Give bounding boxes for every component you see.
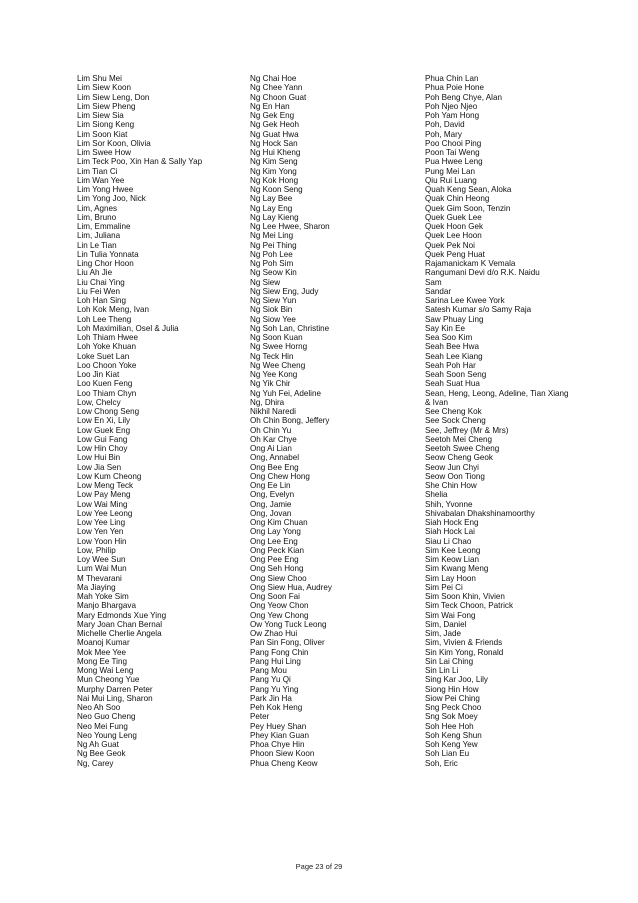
name-entry: Quek Pek Noi (425, 240, 475, 250)
name-entry: Ng Kim Seng (250, 157, 298, 167)
name-entry: Siau Li Chao (425, 536, 472, 546)
name-entry: Ng Pei Thing (250, 240, 297, 250)
name-entry: Pang Fong Chin (250, 647, 309, 657)
name-entry: Loo Choon Yoke (77, 360, 137, 370)
name-entry: Poh Njeo Njeo (425, 101, 478, 111)
name-entry: Ng Gek Heoh (250, 120, 300, 130)
name-entry: Low Gui Fang (77, 434, 128, 444)
name-entry: Soh Keng Yew (425, 740, 478, 749)
name-entry: Rajamanickam K Vemala (425, 259, 516, 268)
name-entry: Pang Yu Qi (250, 675, 291, 685)
name-entry: Sim, Vivien & Friends (425, 638, 503, 648)
name-entry: Loh Kok Meng, Ivan (77, 305, 149, 315)
name-entry: Low Yee Leong (77, 508, 133, 518)
name-entry: Loh Thiam Hwee (77, 333, 139, 342)
name-entry: Shih, Yvonne (425, 499, 473, 509)
name-entry: Seah Soon Seng (425, 370, 487, 379)
name-entry: Sim Pei Ci (425, 582, 463, 592)
name-entry: Liu Ah Jie (77, 268, 113, 278)
name-entry: Ong Yew Chong (250, 610, 309, 620)
name-entry: Ong Lee Eng (250, 536, 298, 546)
name-entry: Ng En Han (250, 101, 290, 111)
name-entry: Poh Beng Chye, Alan (425, 92, 502, 102)
name-entry: Ong Peck Kian (250, 545, 304, 555)
name-entry: Lin Tulia Yonnata (77, 249, 139, 259)
name-entry: Quek Guek Lee (425, 212, 482, 222)
name-entry: Ng Lay Bee (250, 194, 293, 204)
name-entry: Low Meng Teck (77, 481, 134, 490)
name-entry: Mun Cheong Yue (77, 675, 140, 685)
name-entry: Lum Wai Mun (77, 564, 127, 574)
name-entry: Lim Siew Sia (77, 111, 124, 120)
name-entry: Seetoh Mei Cheng (425, 434, 493, 444)
name-entry: Sin Lai Ching (425, 656, 474, 666)
name-entry: Siow Pei Ching (425, 693, 480, 703)
name-entry: Ong Siew Choo (250, 573, 307, 583)
name-entry: Ong Yeow Chon (250, 601, 309, 611)
name-entry: Ng Gek Eng (250, 111, 295, 120)
name-column-3 (425, 74, 603, 768)
name-entry: Pang Hui Ling (250, 656, 301, 666)
name-entry: Ng Soon Kuan (250, 333, 303, 342)
name-entry: Sam (425, 277, 442, 287)
name-entry: Seah Poh Har (425, 360, 476, 370)
name-entry: Sin Kim Yong, Ronald (425, 647, 504, 657)
name-entry: Sim Lay Hoon (425, 573, 476, 583)
name-entry: Phey Kian Guan (250, 730, 309, 740)
name-entry: Ng Siew Eng, Judy (250, 286, 319, 296)
name-entry: Ong Siew Hua, Audrey (250, 582, 332, 592)
name-entry: Lin Le Tian (77, 240, 117, 250)
name-entry: Ng, Dhira (250, 397, 285, 407)
name-entry: Lim Wan Yee (77, 175, 125, 185)
name-entry: Low Yoon Hin (77, 536, 127, 546)
name-entry: Sim Teck Choon, Patrick (425, 601, 514, 611)
name-entry: Pua Hwee Leng (425, 157, 483, 167)
name-entry: Poh, Mary (425, 129, 462, 139)
name-entry: Lim Sor Koon, Olivia (77, 138, 151, 148)
name-entry: Low Jia Sen (77, 462, 122, 472)
name-entry: Soh Keng Shun (425, 730, 482, 740)
name-entry: Low Chong Seng (77, 407, 140, 416)
name-entry: Ng Teck Hin (250, 351, 294, 361)
name-entry: Ng Chee Yann (250, 83, 303, 93)
name-entry: Ng Yuh Fei, Adeline (250, 388, 321, 398)
name-entry: Loy Wee Sun (77, 555, 126, 564)
name-entry: Quek Lee Hoon (425, 231, 482, 241)
name-entry: Sim Kee Leong (425, 545, 481, 555)
name-entry: Seow Cheng Geok (425, 453, 493, 463)
name-entry: Ng Swee Horng (250, 342, 308, 352)
name-entry: Ong, Jovan (250, 508, 292, 518)
name-entry: Soh, Eric (425, 758, 458, 768)
name-entry: Low Hui Bin (77, 453, 121, 463)
name-entry: Low Pay Meng (77, 490, 131, 500)
name-entry: Oh Kar Chye (250, 434, 297, 444)
name-entry: Qiu Rui Luang (425, 175, 477, 185)
name-entry: Lim Shu Mei (77, 74, 122, 83)
name-entry: M Thevarani (77, 573, 122, 583)
name-entry: Siah Hock Lai (425, 527, 475, 537)
name-entry: Ng Bee Geok (77, 749, 126, 759)
name-entry: Sim Keow Lian (425, 555, 479, 564)
name-entry: See Cheng Kok (425, 407, 482, 416)
name-column-1 (77, 74, 245, 768)
name-entry: Poon Tai Weng (425, 148, 480, 157)
name-entry: Ow Yong Tuck Leong (250, 619, 327, 629)
name-entry: Poo Chooi Ping (425, 138, 482, 148)
name-entry: Low En Xi, Lily (77, 416, 131, 426)
name-entry: Seah Bee Hwa (425, 342, 479, 352)
name-entry: Ng Siew Yun (250, 296, 297, 305)
name-entry: Neo Guo Cheng (77, 712, 136, 722)
name-entry: Ong, Jamie (250, 499, 292, 509)
name-entry: Neo Mei Fung (77, 721, 128, 731)
name-entry: Ng Mei Ling (250, 231, 294, 241)
name-entry: Peter (250, 712, 270, 722)
page-number: Page 23 of 29 (295, 862, 343, 871)
name-entry: Park Jin Ha (250, 693, 292, 703)
name-entry: Soh Lian Eu (425, 749, 470, 759)
name-entry: Ow Zhao Hui (250, 629, 298, 638)
name-entry: Low Wai Ming (77, 499, 128, 509)
name-entry: Nai Mui Ling, Sharon (77, 693, 153, 703)
name-entry: Loo Thiam Chyn (77, 388, 137, 398)
name-entry: Ng Soh Lan, Christine (250, 323, 330, 333)
name-entry: Ng Yee Kong (250, 370, 298, 379)
name-entry: Sing Kar Joo, Lily (425, 675, 488, 685)
name-entry: Lim Siew Koon (77, 83, 131, 93)
name-entry: Ong Bee Eng (250, 462, 299, 472)
name-entry: Phoa Chye Hin (250, 740, 305, 749)
name-entry: Ong Ai Lian (250, 444, 292, 453)
name-entry: Shelia (425, 490, 448, 500)
name-entry: Ng Kim Yong (250, 166, 297, 176)
name-entry: Low Yee Ling (77, 518, 126, 527)
name-entry: Lim, Bruno (77, 212, 117, 222)
name-entry: Sandar (425, 286, 452, 296)
name-entry: Ng Hui Kheng (250, 148, 301, 157)
name-entry: Mong Ee Ting (77, 656, 127, 666)
name-entry: Sim Soon Khin, Vivien (425, 592, 505, 601)
name-entry: Ng Koon Seng (250, 185, 303, 194)
name-entry: Ng Kok Hong (250, 175, 299, 185)
name-entry: Lim Yong Joo, Nick (77, 194, 146, 204)
name-entry: Pey Huey Shan (250, 721, 307, 731)
name-entry: Pan Sin Fong, Oliver (250, 638, 325, 648)
name-entry: Loo Jin Kiat (77, 370, 120, 379)
name-entry: Loh Maximilian, Osel & Julia (77, 323, 179, 333)
name-entry: Lim, Emmaline (77, 222, 131, 231)
name-entry: Loh Yoke Khuan (77, 342, 136, 352)
name-entry: Lim Siew Pheng (77, 101, 136, 111)
name-entry: Ong, Evelyn (250, 490, 295, 500)
name-entry: Michelle Cherlie Angela (77, 629, 162, 638)
name-entry: Low, Philip (77, 545, 116, 555)
name-entry: Seah Suat Hua (425, 379, 480, 389)
name-entry: Ong Seh Hong (250, 564, 304, 574)
name-entry: Lim, Juliana (77, 231, 121, 241)
name-entry: Ng Chai Hoe (250, 74, 297, 83)
name-entry: & Ivan (425, 397, 448, 407)
name-entry: Ong Kim Chuan (250, 518, 308, 527)
name-entry: Rangumani Devi d/o R.K. Naidu (425, 268, 540, 278)
name-entry: Ng Siow Yee (250, 314, 296, 324)
name-entry: Ng, Carey (77, 758, 114, 768)
name-entry: Ling Chor Hoon (77, 259, 134, 268)
name-entry: Ong Chew Hong (250, 471, 310, 481)
name-entry: Lim, Agnes (77, 203, 118, 213)
name-entry: Pung Mei Lan (425, 166, 475, 176)
name-entry: Phua Poie Hone (425, 83, 484, 93)
name-entry: Low Guek Eng (77, 425, 131, 435)
name-entry: Lim Siew Leng, Don (77, 92, 150, 102)
name-entry: Sim, Jade (425, 629, 461, 638)
name-entry: Saw Phuay Ling (425, 314, 484, 324)
name-entry: Lim Swee How (77, 148, 131, 157)
name-entry: Ng Poh Sim (250, 259, 294, 268)
name-entry: Lim Siong Keng (77, 120, 135, 130)
name-entry: Nikhil Naredi (250, 407, 296, 416)
name-entry: Mong Wai Leng (77, 666, 134, 675)
name-entry: Peh Kok Heng (250, 703, 303, 712)
name-entry: Sim Wai Fong (425, 610, 476, 620)
name-entry: Ng Lay Eng (250, 203, 293, 213)
name-entry: Seetoh Swee Cheng (425, 444, 500, 453)
name-entry: Sea Soo Kim (425, 333, 473, 342)
name-entry: Ng Yik Chir (250, 379, 291, 389)
name-entry: See Sock Cheng (425, 416, 486, 426)
name-entry: Moanoj Kumar (77, 638, 130, 648)
name-entry: Quak Chin Heong (425, 194, 490, 204)
name-entry: Oh Chin Bong, Jeffery (250, 416, 330, 426)
name-entry: Mah Yoke Sim (77, 592, 129, 601)
name-entry: Ma Jiaying (77, 582, 116, 592)
name-entry: Lim Yong Hwee (77, 185, 134, 194)
name-entry: Low Yen Yen (77, 527, 124, 537)
name-entry: Ong Pee Eng (250, 555, 299, 564)
name-entry: Lim Tian Ci (77, 166, 118, 176)
name-entry: Ng Hock San (250, 138, 298, 148)
name-entry: Loke Suet Lan (77, 351, 130, 361)
name-entry: Liu Chai Ying (77, 277, 125, 287)
name-entry: Quek Gim Soon, Tenzin (425, 203, 511, 213)
name-entry: Ng Lay Kieng (250, 212, 299, 222)
name-entry: Ng Choon Guat (250, 92, 307, 102)
name-entry: Satesh Kumar s/o Samy Raja (425, 305, 532, 315)
name-entry: Sng Sok Moey (425, 712, 478, 722)
name-entry: Loh Han Sing (77, 296, 127, 305)
name-entry: Neo Young Leng (77, 730, 137, 740)
name-entry: Sim, Daniel (425, 619, 467, 629)
name-entry: Quah Keng Sean, Aloka (425, 185, 512, 194)
name-entry: Ng Wee Cheng (250, 360, 306, 370)
name-entry: Ng Ah Guat (77, 740, 119, 749)
name-entry: Quek Peng Huat (425, 249, 485, 259)
name-entry: Lim Soon Kiat (77, 129, 128, 139)
name-entry: She Chin How (425, 481, 477, 490)
name-entry: Ng Siew (250, 277, 281, 287)
name-entry: Seow Jun Chyi (425, 462, 479, 472)
name-entry: Ong, Annabel (250, 453, 300, 463)
name-entry: Murphy Darren Peter (77, 684, 153, 694)
name-entry: Shivabalan Dhakshinamoorthy (425, 508, 535, 518)
name-entry: Low Hin Choy (77, 444, 128, 453)
name-entry: Sean, Heng, Leong, Adeline, Tian Xiang (425, 388, 569, 398)
name-entry: Poh, David (425, 120, 465, 130)
name-entry: Ong Ee Lin (250, 481, 291, 490)
name-entry: Ong Lay Yong (250, 527, 301, 537)
name-entry: Mary Joan Chan Bernal (77, 619, 163, 629)
name-entry: Phua Cheng Keow (250, 758, 318, 768)
name-entry: Ng Lee Hwee, Sharon (250, 222, 330, 231)
name-entry: Ong Soon Fai (250, 592, 300, 601)
name-entry: Sarina Lee Kwee York (425, 296, 505, 305)
name-entry: Ng Seow Kin (250, 268, 297, 278)
name-entry: Loo Kuen Feng (77, 379, 133, 389)
name-entry: Seah Lee Kiang (425, 351, 483, 361)
name-entry: Phoon Siew Koon (250, 749, 315, 759)
name-entry: Sng Peck Choo (425, 703, 482, 712)
name-entry: Mary Edmonds Xue Ying (77, 610, 167, 620)
name-entry: Say Kin Ee (425, 323, 466, 333)
name-entry: Ng Guat Hwa (250, 129, 299, 139)
name-entry: Poh Yam Hong (425, 111, 480, 120)
name-entry: Loh Lee Theng (77, 314, 132, 324)
name-entry: Ng Poh Lee (250, 249, 293, 259)
name-entry: See, Jeffrey (Mr & Mrs) (425, 425, 509, 435)
name-entry: Pang Yu Ying (250, 684, 299, 694)
name-entry: Siong Hin How (425, 684, 479, 694)
name-entry: Phua Chin Lan (425, 74, 479, 83)
name-entry: Quek Hoon Gek (425, 222, 484, 231)
name-entry: Pang Mou (250, 666, 287, 675)
name-column-2 (250, 74, 418, 768)
name-entry: Low, Chelcy (77, 397, 121, 407)
name-entry: Soh Hee Hoh (425, 721, 474, 731)
name-entry: Lim Teck Poo, Xin Han & Sally Yap (77, 157, 203, 167)
name-entry: Manjo Bhargava (77, 601, 136, 611)
name-entry: Mok Mee Yee (77, 647, 127, 657)
name-entry: Low Kum Cheong (77, 471, 142, 481)
name-entry: Liu Fei Wen (77, 286, 121, 296)
name-entry: Neo Ah Soo (77, 703, 121, 712)
name-entry: Oh Chin Yu (250, 425, 292, 435)
name-entry: Seow Oon Tiong (425, 471, 485, 481)
name-entry: Ng Siok Bin (250, 305, 293, 315)
name-entry: Sin Lin Li (425, 666, 459, 675)
name-entry: Sim Kwang Meng (425, 564, 489, 574)
name-entry: Siah Hock Eng (425, 518, 479, 527)
